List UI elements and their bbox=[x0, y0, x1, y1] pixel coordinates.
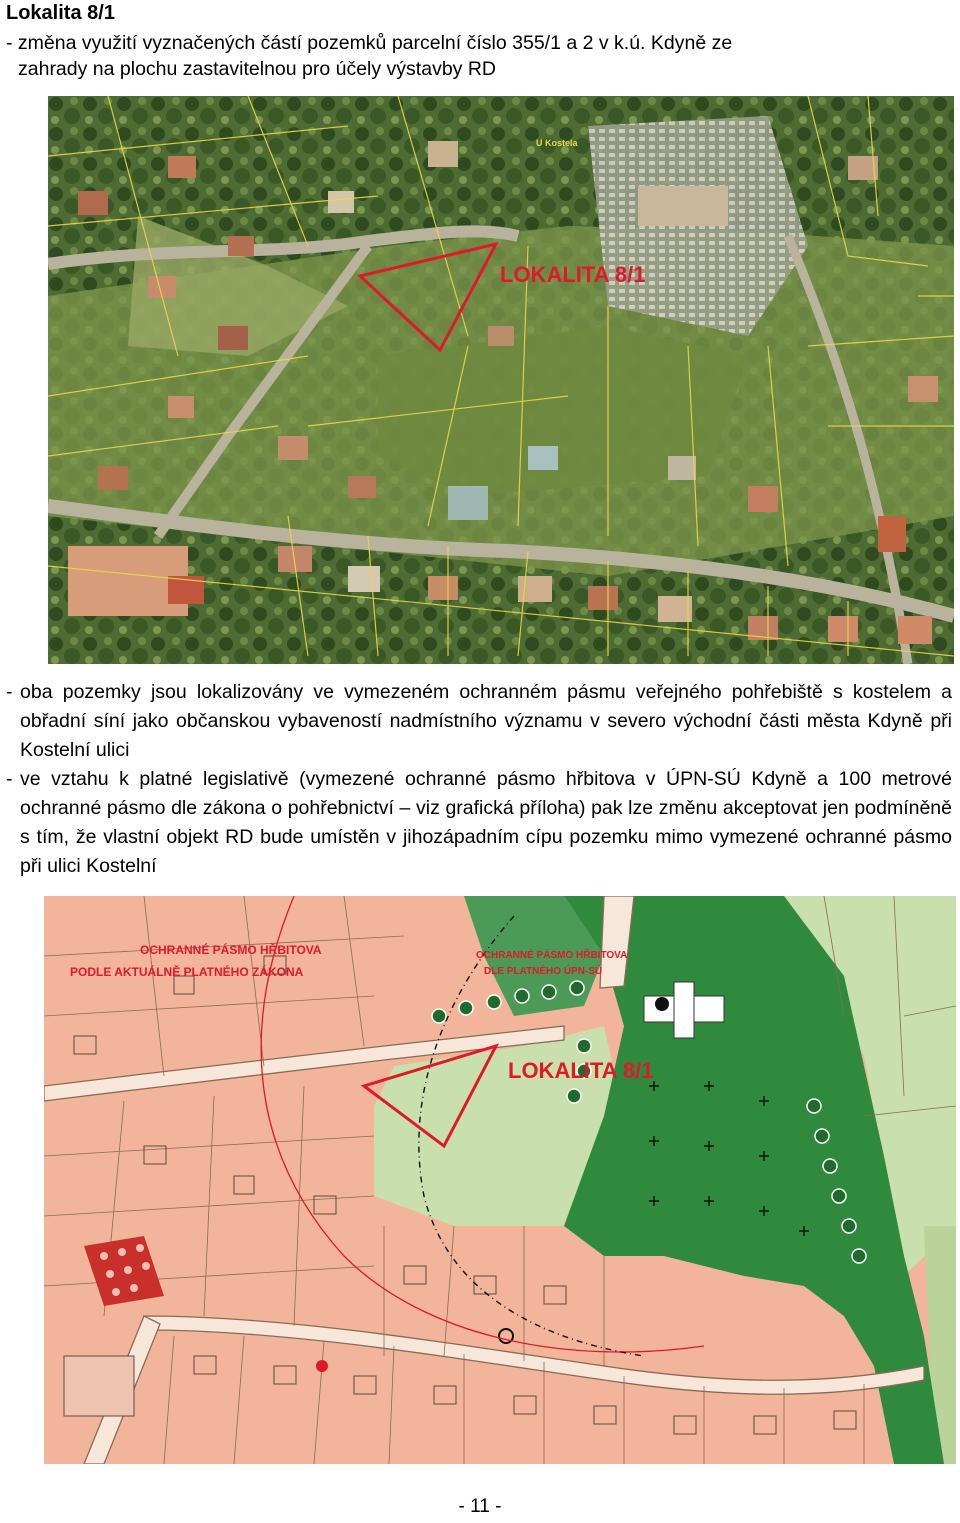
bullet-list bbox=[6, 678, 952, 881]
church-label: U Kostela bbox=[536, 138, 578, 148]
page-number: - 11 - bbox=[458, 1496, 502, 1517]
zone-law-label-2: PODLE AKTUÁLNĚ PLATNÉHO ZÁKONA bbox=[70, 965, 304, 979]
page-title: Lokalita 8/1 bbox=[6, 2, 115, 24]
zoning-plan-svg bbox=[44, 896, 956, 1464]
zone-upn-label-1: OCHRANNÉ PÁSMO HŘBITOVA bbox=[476, 950, 628, 961]
intro-line-1: - změna využití vyznačených částí pozemků parcelní číslo 355/1 a 2 v k.ú. Kdyně ze bbox=[6, 32, 733, 54]
bullet-text-2: ve vztahu k platné legislativě (vymezené ochranné pásmo hřbitova v ÚPN-SÚ Kdyně a 100 metrové ochranné pásmo dle zákona o pohřebnictví – viz grafická příloha) pak lze změnu akceptovat jen podmíněně s tím, že vlastní objekt RD bude umístěn v jihozápadním cípu pozemku mimo vymezené ochranné pásmo při ulici Kostelní bbox=[20, 768, 952, 877]
bullet-item: - oba pozemky jsou lokalizovány ve vymezeném ochranném pásmu veřejného pohřebiště s kostelem a obřadní síní jako občanskou vybaveností nadmístního významu v severo východní části města Kdyně při Kostelní ulici bbox=[6, 678, 952, 765]
bullet-text-1: oba pozemky jsou lokalizovány ve vymezeném ochranném pásmu veřejného pohřebiště s kostelem a obřadní síní jako občanskou vybaveností nadmístního významu v severo východní části města Kdyně při Kostelní ulici bbox=[20, 681, 952, 761]
zoning-plan-map bbox=[44, 896, 956, 1464]
aerial-photo-map bbox=[48, 96, 954, 664]
zone-law-label-1: OCHRANNÉ PÁSMO HŘBITOVA bbox=[140, 943, 322, 957]
aerial-photo-svg bbox=[48, 96, 954, 664]
church-building bbox=[638, 186, 728, 226]
zone-upn-label-2: DLE PLATNÉHO ÚPN-SÚ bbox=[484, 966, 603, 977]
lokalita-label-plan: LOKALITA 8/1 bbox=[508, 1058, 654, 1083]
church-marker bbox=[655, 997, 669, 1011]
intro-line-2: zahrady na plochu zastavitelnou pro účely výstavby RD bbox=[18, 58, 496, 80]
red-marker bbox=[316, 1360, 328, 1372]
bullet-item: - ve vztahu k platné legislativě (vymezené ochranné pásmo hřbitova v ÚPN-SÚ Kdyně a 100 metrové ochranné pásmo dle zákona o pohřebnictví – viz grafická příloha) pak lze změnu akceptovat jen podmíněně s tím, že vlastní objekt RD bude umístěn v jihozápadním cípu pozemku mimo vymezené ochranné pásmo při ulici Kostelní bbox=[6, 765, 952, 881]
lokalita-label-aerial: LOKALITA 8/1 bbox=[500, 262, 646, 287]
intro-text bbox=[6, 30, 950, 82]
